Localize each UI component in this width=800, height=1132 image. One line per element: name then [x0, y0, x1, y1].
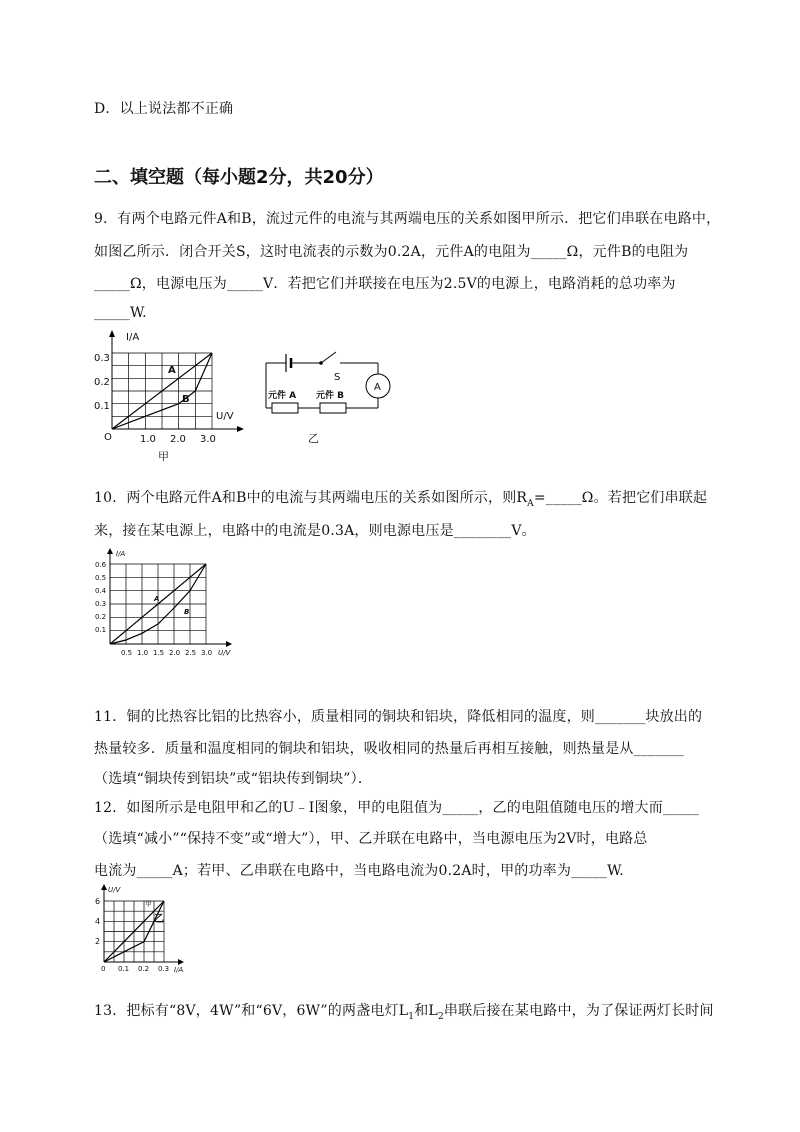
q9-switch-label: S — [334, 372, 341, 383]
q12-curve-jia-label: 甲 — [145, 900, 152, 908]
q10-y-tick-6: 0.1 — [95, 626, 107, 634]
q10-x-arrow — [226, 641, 232, 647]
q10-y-tick-3: 0.4 — [95, 587, 107, 595]
q11-line-2: 热量较多．质量和温度相同的铜块和铝块，吸收相同的热量后再相互接触，则热量是从_______ — [94, 741, 684, 757]
q12-y-tick-2: 4 — [95, 917, 101, 926]
q9-curve-b-label: B — [182, 394, 190, 405]
q9-ammeter-label: A — [374, 382, 381, 393]
q10-x-axis-label: U/V — [218, 649, 231, 657]
q12-y-tick-1: 6 — [95, 897, 101, 906]
q13-line-1 — [94, 1000, 714, 1022]
q10-y-arrow — [107, 548, 113, 554]
q10-line-1 — [94, 487, 707, 509]
q12-x-tick-0: 0 — [101, 965, 106, 973]
q10-x-tick-3: 1.5 — [153, 649, 165, 657]
q12-curve-yi-label: 乙 — [154, 914, 164, 925]
q10-line-1-text-b: =_____Ω。若把它们串联起 — [533, 490, 708, 506]
q9-circuit-svg — [260, 346, 410, 446]
q10-x-tick-6: 3.0 — [201, 649, 213, 657]
q9-element-a-label: 元件 A — [268, 391, 297, 401]
q10-y-tick-2: 0.5 — [95, 574, 107, 582]
q9-circuit-yi — [260, 346, 410, 446]
q12-line-3: 电流为_____A；若甲、乙串联在电路中，当电路电流为0.2A时，甲的功率为_____W. — [94, 863, 624, 879]
q12-line-1: 12．如图所示是电阻甲和乙的U﹣I图象，甲的电阻值为_____，乙的电阻值随电压的增大而_____ — [94, 800, 699, 816]
q9-curve-a-label: A — [168, 365, 176, 376]
q10-graph-svg — [90, 544, 240, 664]
q12-line-2: （选填“减小”“保持不变”或“增大”），甲、乙并联在电路中，当电源电压为2V时，电路总 — [94, 831, 648, 847]
q12-x-tick-3: 0.3 — [158, 965, 170, 973]
q9-origin-label: O — [104, 432, 112, 443]
q12-y-axis-label: U/V — [108, 886, 121, 894]
q13-subscript-1: 1 — [408, 1011, 415, 1022]
section-title: 二、填空题（每小题2分，共20分） — [94, 167, 384, 188]
q9-x-tick-3: 3.0 — [200, 434, 216, 445]
q10-x-tick-5: 2.5 — [185, 649, 197, 657]
q9-y-arrow — [109, 330, 115, 337]
q12-graph-svg — [90, 882, 200, 974]
q9-line-2: 如图乙所示．闭合开关S，这时电流表的示数为0.2A，元件A的电阻为_____Ω，元件B的电阻为 — [94, 244, 689, 260]
q12-graph — [90, 882, 200, 974]
q10-y-axis-label: I/A — [116, 550, 126, 558]
q10-y-tick-1: 0.6 — [95, 561, 107, 569]
q9-x-arrow — [237, 426, 244, 432]
q12-x-tick-2: 0.2 — [138, 965, 150, 973]
q10-curve-b-label: B — [184, 608, 190, 616]
q11-line-3: （选填“铜块传到铝块”或“铝块传到铜块”）． — [94, 771, 373, 787]
q10-y-tick-4: 0.3 — [95, 600, 107, 608]
q12-y-tick-3: 2 — [95, 937, 101, 946]
q12-x-axis-label: I/A — [174, 966, 184, 974]
q10-graph — [90, 544, 240, 664]
q9-element-b-label: 元件 B — [316, 391, 344, 401]
q12-x-tick-1: 0.1 — [118, 965, 130, 973]
q9-graph-svg — [92, 326, 252, 466]
option-d: D．以上说法都不正确 — [94, 101, 234, 117]
q9-switch-blade — [321, 352, 336, 363]
q10-line-2: 来，接在某电源上，电路中的电流是0.3A，则电源电压是________V。 — [94, 523, 536, 539]
q9-caption-jia: 甲 — [158, 450, 169, 463]
q13-text-b: 和L — [414, 1003, 438, 1019]
q9-element-a — [272, 403, 298, 413]
q9-graph-jia — [92, 326, 252, 466]
q9-x-axis-label: U/V — [216, 411, 234, 422]
q9-x-tick-2: 2.0 — [170, 434, 186, 445]
q13-text-c: 串联后接在某电路中，为了保证两灯长时间 — [443, 1003, 714, 1019]
q9-caption-yi: 乙 — [308, 432, 319, 445]
q13-subscript-2: 2 — [437, 1011, 444, 1022]
q12-x-arrow — [178, 959, 184, 965]
q10-subscript-a: A — [527, 498, 534, 509]
q9-y-axis-label: I/A — [126, 332, 140, 343]
q12-y-arrow — [101, 884, 107, 890]
q9-y-tick-3: 0.1 — [94, 401, 110, 412]
q9-element-b — [320, 403, 346, 413]
q9-y-tick-2: 0.2 — [94, 377, 110, 388]
q10-x-tick-1: 0.5 — [121, 649, 133, 657]
q13-text-a: 13．把标有“8V，4W”和“6V，6W”的两盏电灯L — [94, 1003, 409, 1019]
q10-x-tick-4: 2.0 — [169, 649, 181, 657]
q9-x-tick-1: 1.0 — [140, 434, 156, 445]
q10-curve-a-label: A — [154, 595, 160, 603]
q11-line-1: 11．铜的比热容比铝的比热容小，质量相同的铜块和铝块，降低相同的温度，则_______块放出的 — [94, 709, 703, 725]
q9-line-4: _____W. — [94, 305, 147, 321]
q9-y-tick-1: 0.3 — [94, 353, 110, 364]
q10-y-tick-5: 0.2 — [95, 613, 107, 621]
q10-x-tick-2: 1.0 — [137, 649, 149, 657]
q9-line-3: _____Ω，电源电压为_____V．若把它们并联接在电压为2.5V的电源上，电路消耗的总功率为 — [94, 276, 676, 292]
q10-line-1-text: 10．两个电路元件A和B中的电流与其两端电压的关系如图所示，则R — [94, 490, 528, 506]
q9-line-1: 9．有两个电路元件A和B，流过元件的电流与其两端电压的关系如图甲所示．把它们串联在电路中， — [94, 211, 721, 227]
